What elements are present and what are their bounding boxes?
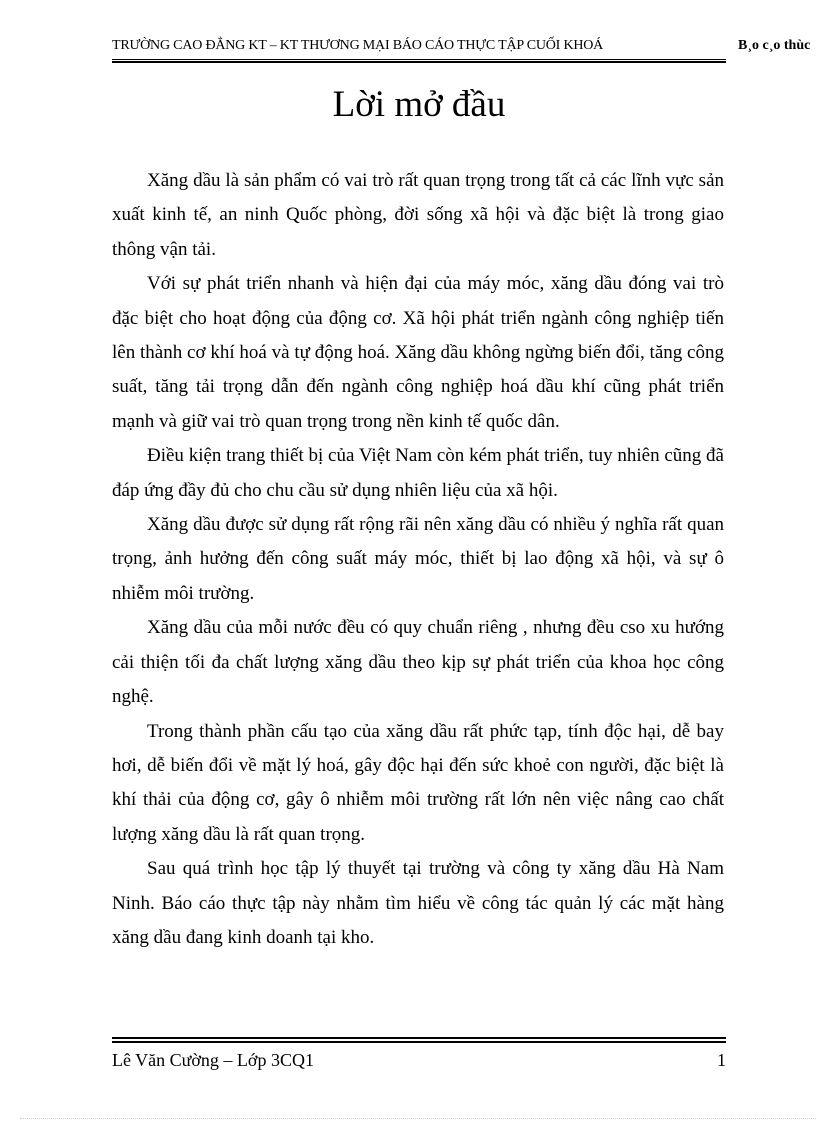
document-body <box>112 164 724 955</box>
footer-divider <box>112 1037 726 1043</box>
paragraph-3: Điều kiện trang thiết bị của Việt Nam còn kém phát triển, tuy nhiên cũng đã đáp ứng đầy đủ cho chu cầu sử dụng nhiên liệu của xã hội. <box>112 445 724 501</box>
paragraph-2: Với sự phát triển nhanh và hiện đại của máy móc, xăng dầu đóng vai trò đặc biệt cho hoạt động của động cơ. Xã hội phát triển ngành công nghiệp tiến lên thành cơ khí hoá và tự động hoá. Xăng dầu không ngừng biến đổi, tăng công suất, tăng tải trọng dẫn đến ngành công nghiệp hoá dầu khí cũng phát triển mạnh và giữ vai trò quan trọng trong nền kinh tế quốc dân. <box>112 273 724 432</box>
header-report-label: B¸o c¸o thùc <box>738 38 811 53</box>
paragraph-5: Xăng dầu của mỗi nước đều có quy chuẩn riêng , nhưng đều cso xu hướng cải thiện tối đa chất lượng xăng dầu theo kịp sự phát triển của khoa học công nghệ. <box>112 617 724 708</box>
paragraph-7: Sau quá trình học tập lý thuyết tại trường và công ty xăng dầu Hà Nam Ninh. Báo cáo thực tập này nhằm tìm hiểu về công tác quản lý các mặt hàng xăng dầu đang kinh doanh tại kho. <box>112 858 724 948</box>
footer-author: Lê Văn Cường – Lớp 3CQ1 <box>112 1050 314 1070</box>
page-number: 1 <box>717 1050 726 1070</box>
page-edge-divider <box>20 1118 816 1119</box>
header-divider <box>112 59 726 63</box>
paragraph-1: Xăng dầu là sản phẩm có vai trò rất quan trọng trong tất cả các lĩnh vực sản xuất kinh tế, an ninh Quốc phòng, đời sống xã hội và đặc biệt là trong giao thông vận tải. <box>112 170 724 260</box>
header-school-title: TRƯỜNG CAO ĐẲNG KT – KT THƯƠNG MẠI BÁO CÁO THỰC TẬP CUỐI KHOÁ <box>112 38 604 53</box>
page-title: Lời mở đầu <box>332 84 506 125</box>
paragraph-6: Trong thành phần cấu tạo của xăng dầu rất phức tạp, tính độc hại, dễ bay hơi, dễ biến đổi về mặt lý hoá, gây độc hại đến sức khoẻ con người, đặc biệt là khí thải của động cơ, gây ô nhiễm môi trường rất lớn nên việc nâng cao chất lượng xăng dầu là rất quan trọng. <box>112 720 724 845</box>
paragraph-4: Xăng dầu được sử dụng rất rộng rãi nên xăng dầu có nhiều ý nghĩa rất quan trọng, ảnh hưởng đến công suất máy móc, thiết bị lao động xã hội, và sự ô nhiễm môi trường. <box>112 514 724 604</box>
